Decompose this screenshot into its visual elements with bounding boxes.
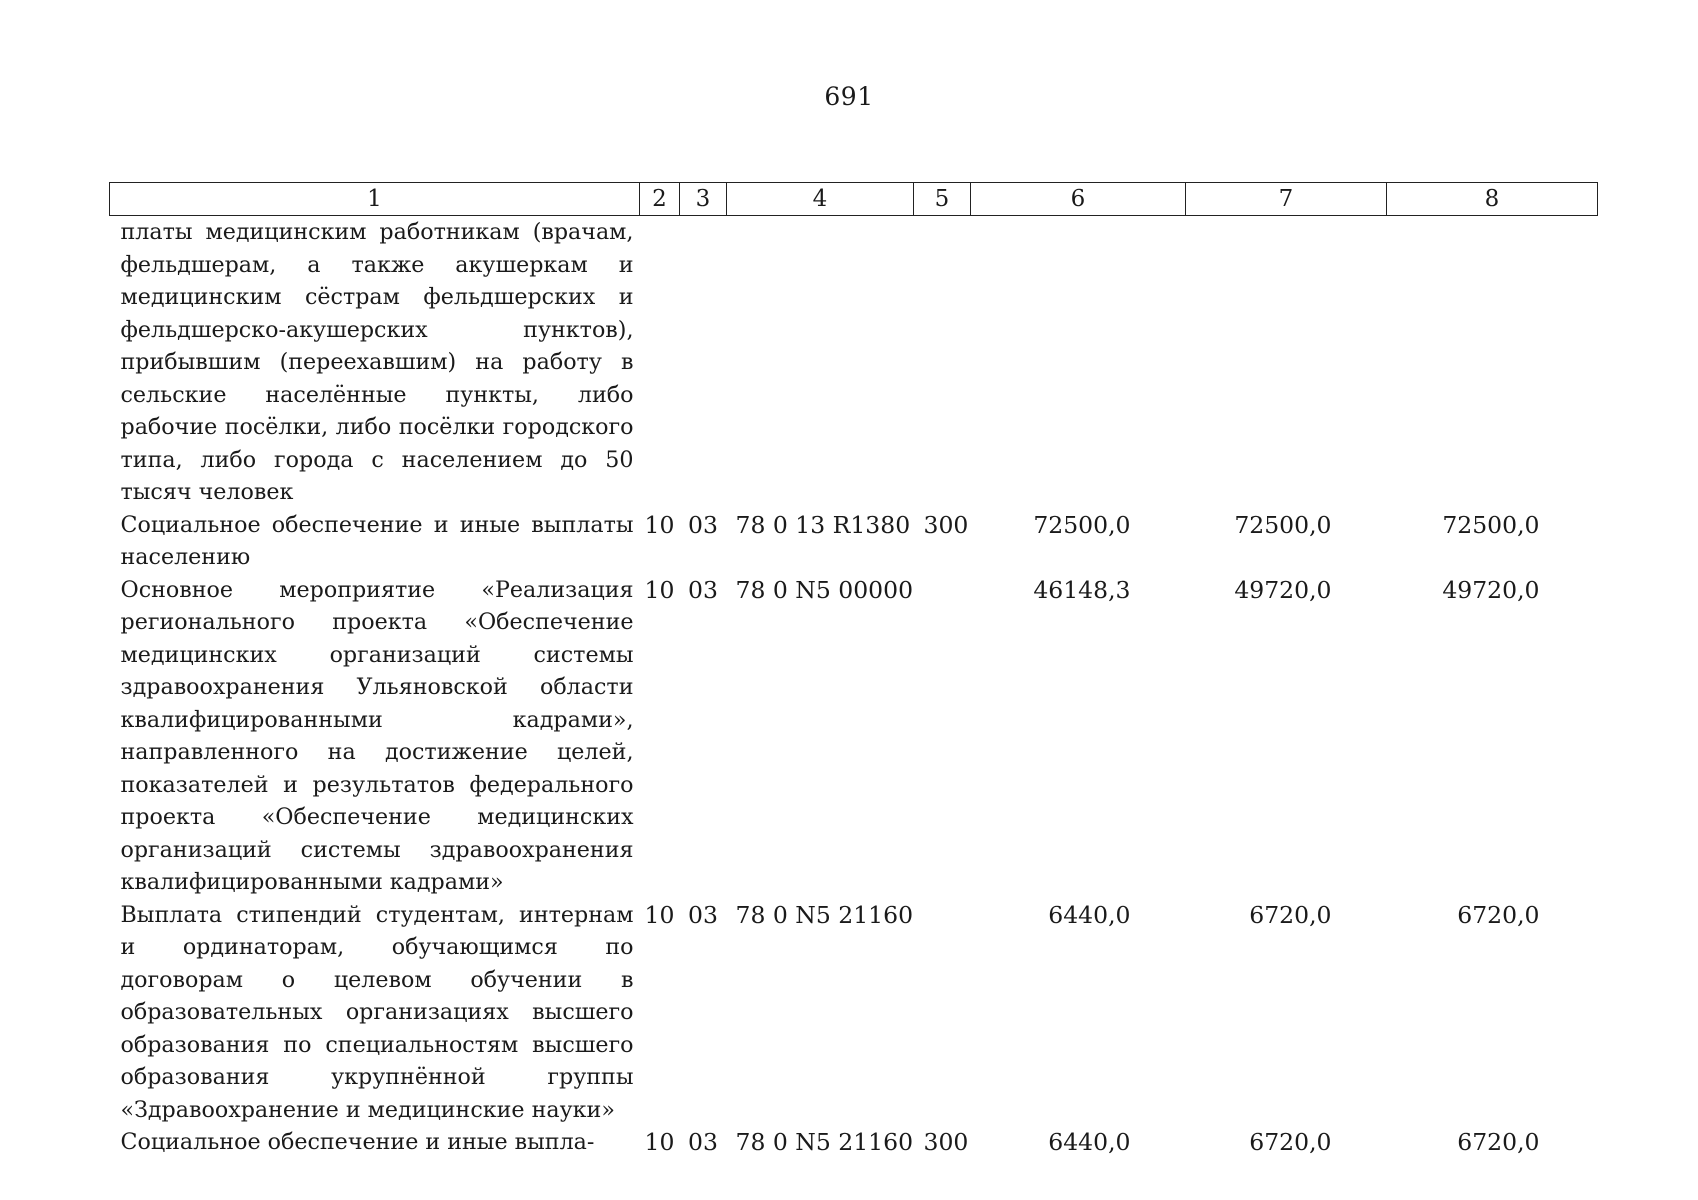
- row-amount-col6: 72500,0: [1033, 510, 1131, 539]
- row-amount-col7: 72500,0: [1234, 510, 1332, 539]
- row-target-article-code: 78 0 N5 21160: [735, 900, 914, 929]
- row-amount-col8: 49720,0: [1442, 575, 1540, 604]
- row-expense-type-code: 300: [923, 510, 969, 539]
- table-row: [110, 899, 1598, 1127]
- row-section-code: [640, 216, 680, 509]
- row-target-article-code: 78 0 13 R1380: [735, 510, 911, 539]
- header-col-8: 8: [1387, 183, 1598, 216]
- row-target-article-code: 78 0 N5 21160: [735, 1128, 914, 1156]
- row-name: Выплата стипендий студентам, интернам и ординаторам, обучающимся по договорам о целевом обучении в образовательных организациях высшего образования по специальностям высшего образования укрупнённой группы «Здравоохранение и медицинские науки»: [120, 901, 634, 1123]
- row-amount-col7: [1186, 216, 1387, 509]
- table-row: [110, 216, 1598, 509]
- row-section-code: 10: [644, 510, 675, 539]
- table-row: [110, 1126, 1598, 1159]
- row-subsection-code: 03: [688, 510, 718, 539]
- row-amount-col8: 6720,0: [1457, 900, 1540, 929]
- row-section-code: 10: [644, 900, 675, 929]
- header-row: [110, 183, 1598, 216]
- row-expense-type-code: [914, 574, 971, 899]
- row-expense-type-code: 300: [923, 1128, 969, 1156]
- table-body: [110, 216, 1598, 1159]
- row-subsection-code: 03: [688, 1128, 718, 1156]
- row-name: платы медицинским работникам (врачам, фельдшерам, а также акушеркам и медицинским сёстрам фельдшерских и фельдшерско-акушерских пунктов), прибывшим (переехавшим) на работу в сельские населённые пункты, либо рабочие посёлки, либо посёлки городского типа, либо города с населением до 50 тысяч человек: [120, 219, 634, 505]
- row-amount-col7: 49720,0: [1234, 575, 1332, 604]
- row-amount-col6: 46148,3: [1033, 575, 1131, 604]
- table-row: [110, 509, 1598, 574]
- header-col-5: 5: [914, 183, 971, 216]
- row-expense-type-code: [914, 216, 971, 509]
- row-target-article-code: [727, 216, 914, 509]
- row-subsection-code: [680, 216, 727, 509]
- header-col-6: 6: [971, 183, 1186, 216]
- header-col-2: 2: [640, 183, 680, 216]
- table-header: [110, 183, 1598, 216]
- row-name: Социальное обеспечение и иные выплаты населению: [120, 511, 634, 570]
- row-amount-col6: 6440,0: [1048, 1128, 1131, 1156]
- row-amount-col8: [1387, 216, 1598, 509]
- row-subsection-code: 03: [688, 900, 718, 929]
- row-target-article-code: 78 0 N5 00000: [735, 575, 914, 604]
- row-subsection-code: 03: [688, 575, 718, 604]
- row-name: Основное мероприятие «Реализация регионального проекта «Обеспечение медицинских организаций системы здравоохранения Ульяновской области квалифицированными кадрами», направленного на достижение целей, показателей и результатов федерального проекта «Обеспечение медицинских организаций системы здравоохранения квалифицированными кадрами»: [120, 576, 634, 895]
- page-number: 691: [824, 82, 874, 111]
- row-section-code: 10: [644, 1128, 675, 1156]
- row-expense-type-code: [914, 899, 971, 1127]
- budget-table-container: [109, 182, 1597, 1159]
- row-amount-col7: 6720,0: [1249, 1128, 1332, 1156]
- row-amount-col7: 6720,0: [1249, 900, 1332, 929]
- row-amount-col8: 72500,0: [1442, 510, 1540, 539]
- header-col-7: 7: [1186, 183, 1387, 216]
- row-section-code: 10: [644, 575, 675, 604]
- header-col-4: 4: [727, 183, 914, 216]
- header-col-3: 3: [680, 183, 727, 216]
- row-name: Социальное обеспечение и иные выпла-: [120, 1129, 595, 1155]
- row-amount-col6: 6440,0: [1048, 900, 1131, 929]
- budget-table: [109, 182, 1598, 1159]
- row-amount-col6: [971, 216, 1186, 509]
- row-amount-col8: 6720,0: [1457, 1128, 1540, 1156]
- table-row: [110, 574, 1598, 899]
- header-col-1: 1: [110, 183, 640, 216]
